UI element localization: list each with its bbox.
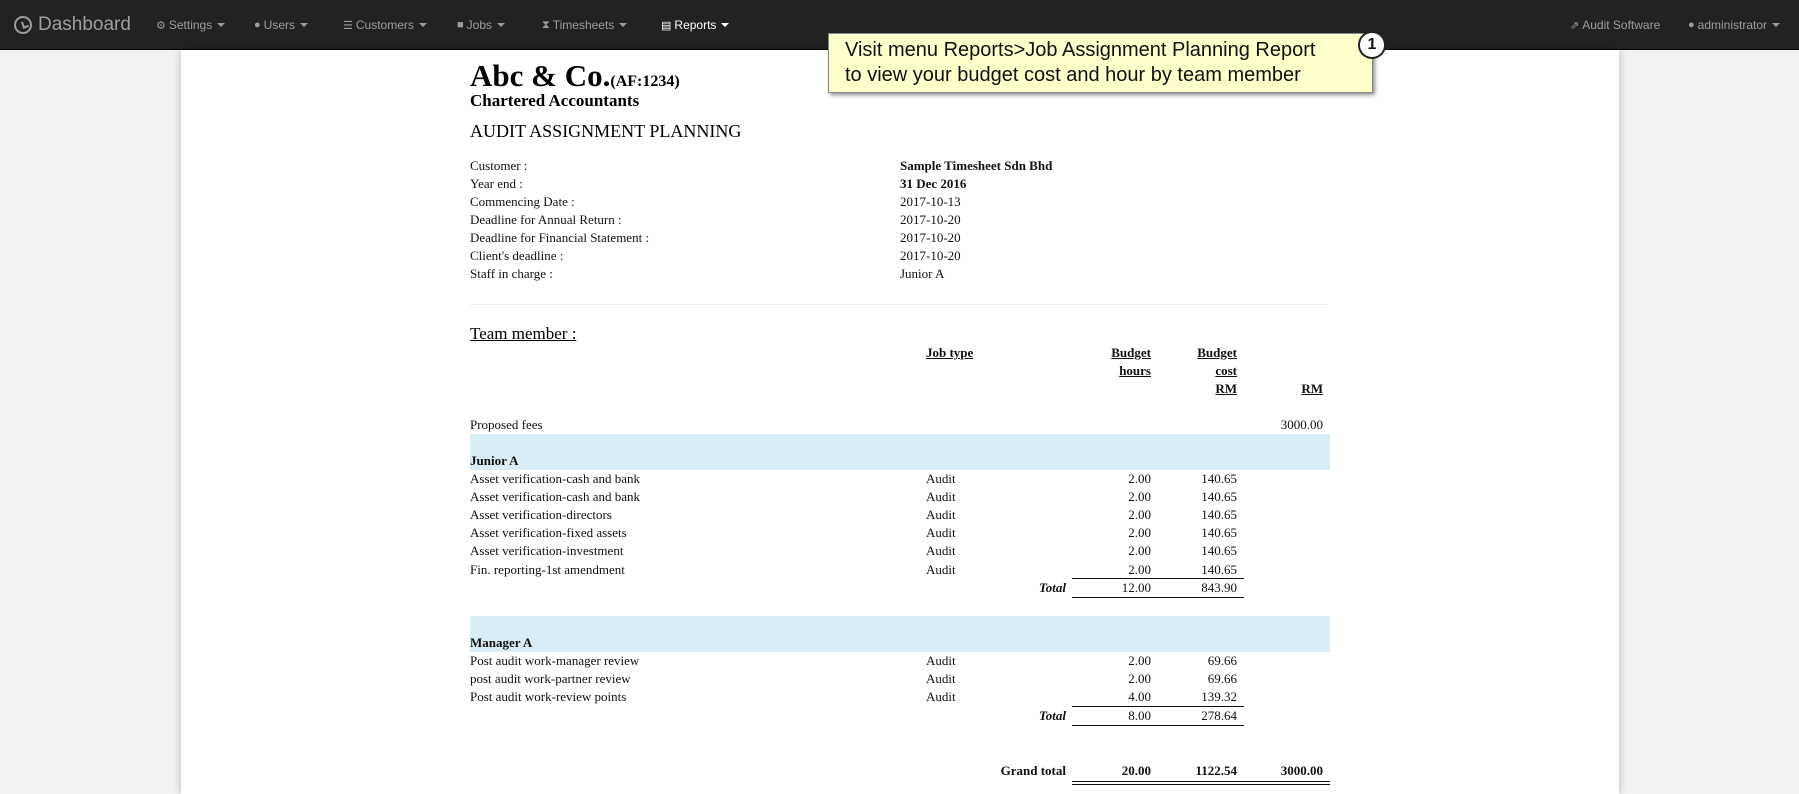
list-icon: ☰ xyxy=(343,19,353,32)
tutorial-callout xyxy=(828,33,1373,93)
header-budget-hours-sub: hours xyxy=(1119,363,1151,378)
firm-subtitle: Chartered Accountants xyxy=(470,91,640,110)
task-hours: 2.00 xyxy=(1128,489,1151,504)
info-value: Sample Timesheet Sdn Bhd xyxy=(900,158,1053,173)
grand-total-cost: 1122.54 xyxy=(1195,763,1237,778)
group-band xyxy=(470,434,1330,470)
task-cost: 140.65 xyxy=(1201,507,1237,522)
callout-line-2: to view your budget cost and hour by team member xyxy=(845,64,1301,86)
task-cost: 139.32 xyxy=(1201,689,1237,704)
nav-customers[interactable] xyxy=(343,0,427,50)
task-hours: 2.00 xyxy=(1128,525,1151,540)
task-cost: 140.65 xyxy=(1201,525,1237,540)
nav-user-menu[interactable] xyxy=(1688,0,1780,50)
info-value: 31 Dec 2016 xyxy=(900,176,967,191)
hourglass-icon: ⧗ xyxy=(542,18,550,31)
task-name: Asset verification-fixed assets xyxy=(470,525,627,540)
proposed-fees-value: 3000.00 xyxy=(1280,417,1323,432)
task-type: Audit xyxy=(926,653,956,668)
task-name: Asset verification-cash and bank xyxy=(470,489,641,504)
task-name: Fin. reporting-1st amendment xyxy=(470,562,625,577)
info-label: Year end : xyxy=(470,176,523,191)
header-budget-hours: Budget xyxy=(1111,345,1151,360)
chevron-down-icon xyxy=(300,23,308,27)
nav-timesheets[interactable] xyxy=(542,0,627,50)
info-value: Junior A xyxy=(900,266,945,281)
total-cost: 843.90 xyxy=(1201,580,1237,595)
nav-settings[interactable] xyxy=(156,0,225,50)
team-member-title: Team member : xyxy=(470,324,577,343)
step-badge: 1 xyxy=(1358,31,1386,59)
nav-user-label: administrator xyxy=(1697,18,1768,32)
proposed-fees-label: Proposed fees xyxy=(470,417,543,432)
firm-code: (AF:1234) xyxy=(610,73,680,90)
divider xyxy=(470,304,1328,305)
task-type: Audit xyxy=(926,671,956,686)
task-hours: 2.00 xyxy=(1128,653,1151,668)
nav-audit-software[interactable] xyxy=(1570,0,1660,50)
chevron-down-icon xyxy=(721,23,729,27)
task-cost: 140.65 xyxy=(1201,471,1237,486)
chevron-down-icon xyxy=(217,23,225,27)
grand-total-hours: 20.00 xyxy=(1121,763,1151,778)
total-hours: 12.00 xyxy=(1121,580,1151,595)
total-label: Total xyxy=(1039,580,1066,595)
nav-jobs[interactable] xyxy=(457,0,505,50)
task-name: Asset verification-investment xyxy=(470,543,624,558)
task-type: Audit xyxy=(926,543,956,558)
info-label: Commencing Date : xyxy=(470,194,575,209)
nav-reports-label: Reports xyxy=(674,18,717,32)
chevron-down-icon xyxy=(1772,23,1780,27)
total-cost: 278.64 xyxy=(1201,708,1237,723)
user-icon: ● xyxy=(1688,19,1695,31)
header-budget-cost-rm: RM xyxy=(1215,381,1237,396)
header-budget-cost-sub: cost xyxy=(1215,363,1237,378)
task-cost: 69.66 xyxy=(1207,671,1237,686)
task-type: Audit xyxy=(926,525,956,540)
nav-reports[interactable] xyxy=(661,0,729,50)
task-name: Asset verification-directors xyxy=(470,507,612,522)
report-icon: ▤ xyxy=(661,19,672,32)
header-rm: RM xyxy=(1301,381,1323,396)
nav-timesheets-label: Timesheets xyxy=(552,18,615,32)
task-cost: 140.65 xyxy=(1201,543,1237,558)
info-label: Deadline for Annual Return : xyxy=(470,212,622,227)
chevron-down-icon xyxy=(497,23,505,27)
task-name: Asset verification-cash and bank xyxy=(470,471,641,486)
grand-total-label: Grand total xyxy=(1000,763,1066,778)
total-label: Total xyxy=(1039,708,1066,723)
task-name: post audit work-partner review xyxy=(470,671,631,686)
task-hours: 2.00 xyxy=(1128,471,1151,486)
total-rule xyxy=(1072,597,1244,598)
task-hours: 2.00 xyxy=(1128,562,1151,577)
total-rule xyxy=(1072,725,1244,726)
info-label: Customer : xyxy=(470,158,528,173)
grand-total-rm: 3000.00 xyxy=(1280,763,1323,778)
task-type: Audit xyxy=(926,507,956,522)
nav-settings-label: Settings xyxy=(168,18,213,32)
task-type: Audit xyxy=(926,689,956,704)
group-member-name: Manager A xyxy=(470,635,533,650)
group-member-name: Junior A xyxy=(470,453,519,468)
external-link-icon: ⇗ xyxy=(1570,19,1580,32)
nav-users-label: Users xyxy=(263,18,295,32)
info-value: 2017-10-13 xyxy=(900,194,961,209)
firm-name: Abc & Co. xyxy=(470,58,611,93)
task-type: Audit xyxy=(926,489,956,504)
task-type: Audit xyxy=(926,562,956,577)
task-cost: 69.66 xyxy=(1207,653,1237,668)
task-hours: 2.00 xyxy=(1128,671,1151,686)
nav-users[interactable] xyxy=(254,0,308,50)
header-budget-cost: Budget xyxy=(1197,345,1237,360)
task-cost: 140.65 xyxy=(1201,562,1237,577)
chevron-down-icon xyxy=(419,23,427,27)
brand-link[interactable] xyxy=(14,0,131,50)
total-hours: 8.00 xyxy=(1128,708,1151,723)
task-type: Audit xyxy=(926,471,956,486)
task-hours: 2.00 xyxy=(1128,543,1151,558)
callout-line-1: Visit menu Reports>Job Assignment Planning Report xyxy=(845,39,1316,61)
grand-total-rule xyxy=(1072,784,1330,785)
brand-label: Dashboard xyxy=(38,14,131,35)
dashboard-icon xyxy=(14,16,32,34)
chevron-down-icon xyxy=(619,23,627,27)
group-band xyxy=(470,616,1330,652)
user-icon: ● xyxy=(254,19,261,31)
nav-customers-label: Customers xyxy=(355,18,414,32)
info-label: Deadline for Financial Statement : xyxy=(470,230,650,245)
briefcase-icon: ■ xyxy=(457,19,464,31)
grand-total-rule xyxy=(1072,781,1330,782)
info-label: Staff in charge : xyxy=(470,266,553,281)
nav-jobs-label: Jobs xyxy=(466,18,493,32)
task-cost: 140.65 xyxy=(1201,489,1237,504)
info-value: 2017-10-20 xyxy=(900,230,961,245)
task-hours: 2.00 xyxy=(1128,507,1151,522)
report-title: AUDIT ASSIGNMENT PLANNING xyxy=(470,121,742,141)
nav-audit-software-label: Audit Software xyxy=(1582,18,1661,32)
info-value: 2017-10-20 xyxy=(900,212,961,227)
info-value: 2017-10-20 xyxy=(900,248,961,263)
info-label: Client's deadline : xyxy=(470,248,564,263)
task-hours: 4.00 xyxy=(1128,689,1151,704)
header-job-type: Job type xyxy=(926,345,974,360)
gear-icon: ⚙ xyxy=(156,19,166,32)
task-name: Post audit work-review points xyxy=(470,689,627,704)
task-name: Post audit work-manager review xyxy=(470,653,640,668)
firm-title xyxy=(470,58,680,94)
